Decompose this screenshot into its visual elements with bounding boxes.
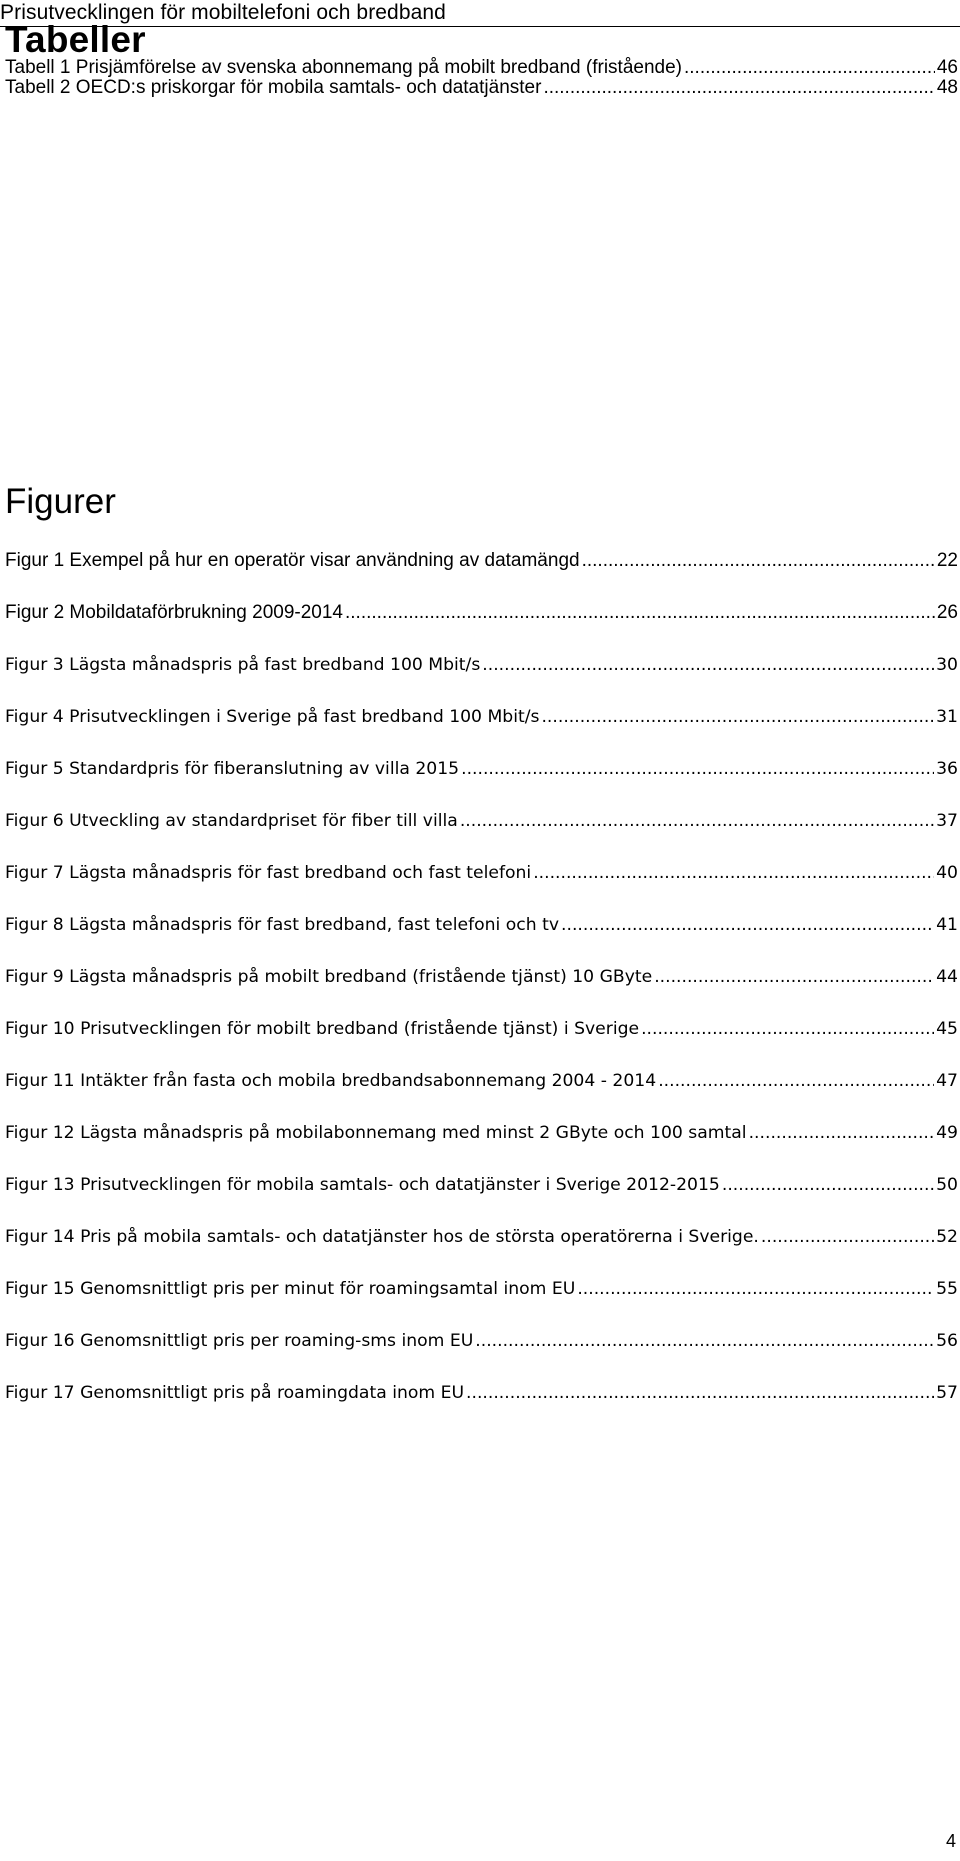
toc-page-number: 31 xyxy=(936,707,958,727)
toc-page-number: 36 xyxy=(936,759,958,779)
toc-page-number: 55 xyxy=(936,1279,958,1299)
toc-entry-label: Figur 11 Intäkter från fasta och mobila bredbandsabonnemang 2004 - 2014 xyxy=(5,1071,657,1091)
toc-page-number: 56 xyxy=(936,1331,958,1351)
toc-entry-label: Figur 12 Lägsta månadspris på mobilabonnemang med minst 2 GByte och 100 samtal xyxy=(5,1123,747,1143)
toc-entry-figure-1[interactable] xyxy=(5,546,958,576)
figures-heading: Figurer xyxy=(5,482,116,521)
toc-page-number: 52 xyxy=(936,1227,958,1247)
toc-entry-label: Figur 3 Lägsta månadspris på fast bredband 100 Mbit/s xyxy=(5,655,481,675)
toc-leader-dots xyxy=(541,702,934,732)
toc-entry-figure-4[interactable] xyxy=(5,702,958,732)
toc-leader-dots xyxy=(749,1118,935,1148)
toc-leader-dots xyxy=(461,754,934,784)
toc-leader-dots xyxy=(577,1274,934,1304)
toc-entry-label: Figur 9 Lägsta månadspris på mobilt bredband (fristående tjänst) 10 GByte xyxy=(5,967,653,987)
document-title: Prisutvecklingen för mobiltelefoni och bredband xyxy=(0,1,446,24)
toc-entry-label: Figur 6 Utveckling av standardpriset för fiber till villa xyxy=(5,811,458,831)
toc-entry-label: Figur 15 Genomsnittligt pris per minut för roamingsamtal inom EU xyxy=(5,1279,576,1299)
toc-entry-figure-11[interactable] xyxy=(5,1066,958,1096)
toc-leader-dots xyxy=(658,1066,934,1096)
toc-page-number: 46 xyxy=(936,57,958,78)
toc-entry-figure-10[interactable] xyxy=(5,1014,958,1044)
toc-entry-figure-15[interactable] xyxy=(5,1274,958,1304)
toc-entry-label: Figur 8 Lägsta månadspris för fast bredband, fast telefoni och tv xyxy=(5,915,560,935)
toc-leader-dots xyxy=(482,650,934,680)
toc-entry-figure-5[interactable] xyxy=(5,754,958,784)
toc-leader-dots xyxy=(460,806,934,836)
toc-entry-label: Figur 4 Prisutvecklingen i Sverige på fast bredband 100 Mbit/s xyxy=(5,707,540,727)
toc-entry-figure-13[interactable] xyxy=(5,1170,958,1200)
toc-page-number: 45 xyxy=(936,1019,958,1039)
toc-entry-label: Figur 13 Prisutvecklingen för mobila samtals- och datatjänster i Sverige 2012-2015 xyxy=(5,1175,720,1195)
toc-entry-label: Figur 5 Standardpris för fiberanslutning av villa 2015 xyxy=(5,759,460,779)
toc-leader-dots xyxy=(543,73,934,103)
toc-leader-dots xyxy=(466,1378,934,1408)
toc-entry-figure-7[interactable] xyxy=(5,858,958,888)
toc-leader-dots xyxy=(561,910,934,940)
toc-entry-label: Figur 1 Exempel på hur en operatör visar användning av datamängd xyxy=(5,550,580,571)
toc-leader-dots xyxy=(475,1326,934,1356)
toc-leader-dots xyxy=(761,1222,934,1252)
toc-entry-figure-17[interactable] xyxy=(5,1378,958,1408)
toc-leader-dots xyxy=(654,962,934,992)
toc-leader-dots xyxy=(641,1014,934,1044)
toc-page-number: 30 xyxy=(936,655,958,675)
toc-leader-dots xyxy=(582,546,935,576)
toc-page-number: 57 xyxy=(936,1383,958,1403)
toc-page-number: 49 xyxy=(936,1123,958,1143)
toc-page-number: 48 xyxy=(936,77,958,98)
toc-entry-label: Figur 14 Pris på mobila samtals- och datatjänster hos de största operatörerna i Sverige. xyxy=(5,1227,759,1247)
toc-leader-dots xyxy=(533,858,934,888)
toc-page-number: 26 xyxy=(936,602,958,623)
toc-entry-label: Figur 2 Mobildataförbrukning 2009-2014 xyxy=(5,602,343,623)
toc-entry-table-2[interactable] xyxy=(5,73,958,103)
toc-page-number: 40 xyxy=(936,863,958,883)
toc-entry-label: Figur 10 Prisutvecklingen för mobilt bredband (fristående tjänst) i Sverige xyxy=(5,1019,640,1039)
toc-entry-label: Tabell 1 Prisjämförelse av svenska abonnemang på mobilt bredband (fristående) xyxy=(5,57,682,78)
toc-entry-figure-14[interactable] xyxy=(5,1222,958,1252)
toc-entry-figure-16[interactable] xyxy=(5,1326,958,1356)
toc-page-number: 44 xyxy=(936,967,958,987)
toc-page-number: 37 xyxy=(936,811,958,831)
toc-page-number: 50 xyxy=(936,1175,958,1195)
toc-entry-label: Tabell 2 OECD:s priskorgar för mobila samtals- och datatjänster xyxy=(5,77,542,98)
toc-entry-figure-2[interactable] xyxy=(5,598,958,628)
toc-entry-figure-12[interactable] xyxy=(5,1118,958,1148)
toc-entry-figure-9[interactable] xyxy=(5,962,958,992)
toc-page-number: 47 xyxy=(936,1071,958,1091)
toc-page-number: 41 xyxy=(936,915,958,935)
toc-entry-label: Figur 16 Genomsnittligt pris per roaming-sms inom EU xyxy=(5,1331,474,1351)
toc-leader-dots xyxy=(345,598,935,628)
toc-entry-label: Figur 7 Lägsta månadspris för fast bredband och fast telefoni xyxy=(5,863,532,883)
toc-entry-figure-3[interactable] xyxy=(5,650,958,680)
toc-page-number: 22 xyxy=(936,550,958,571)
toc-entry-figure-8[interactable] xyxy=(5,910,958,940)
toc-entry-figure-6[interactable] xyxy=(5,806,958,836)
toc-entry-label: Figur 17 Genomsnittligt pris på roamingdata inom EU xyxy=(5,1383,465,1403)
page-number: 4 xyxy=(945,1831,956,1851)
toc-leader-dots xyxy=(722,1170,934,1200)
tables-heading: Tabeller xyxy=(5,19,146,60)
